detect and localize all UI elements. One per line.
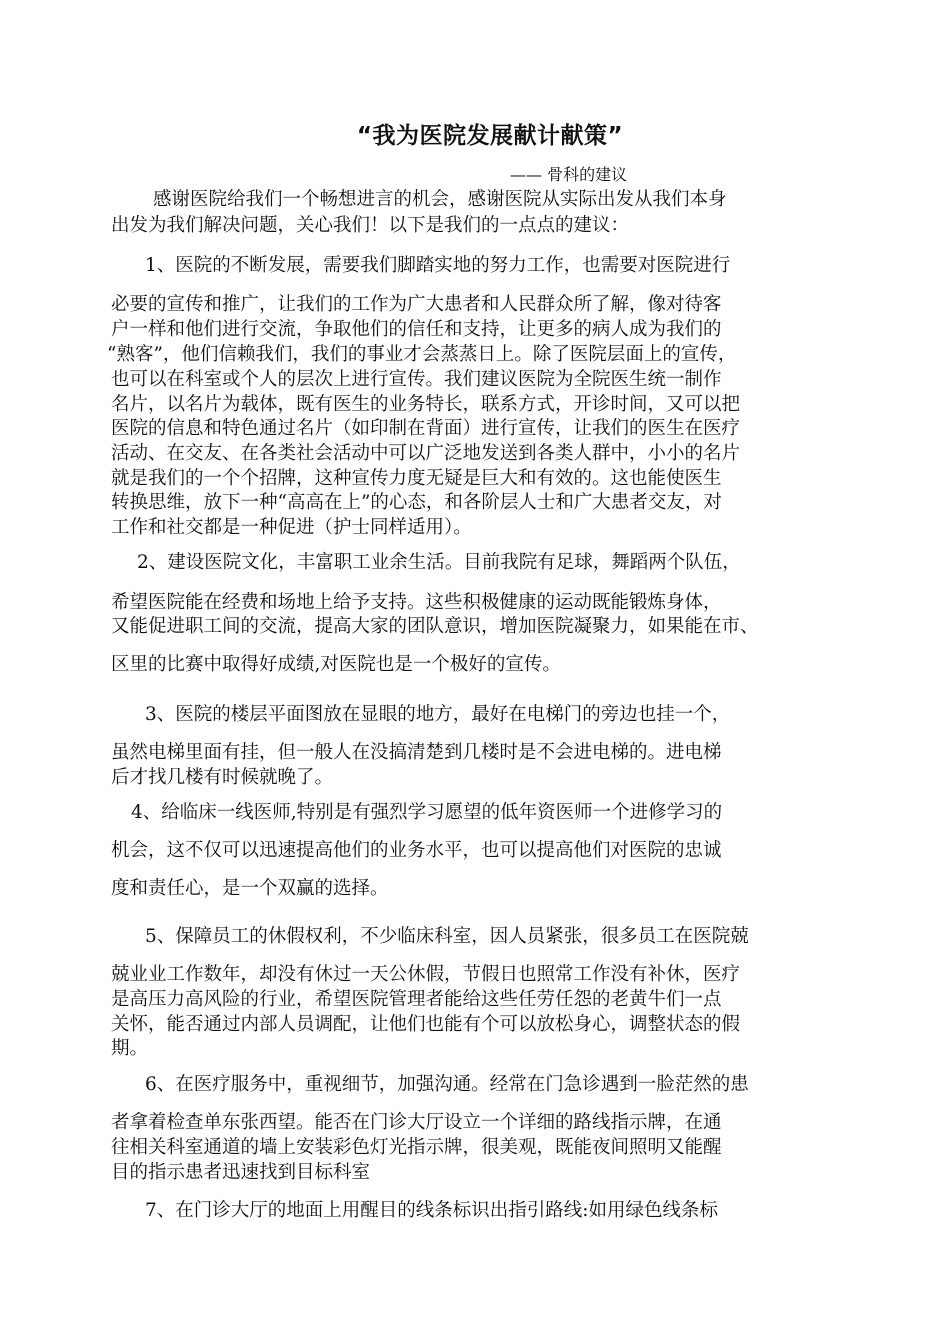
paragraph-line: 虽然电梯里面有挂，但一般人在没搞清楚到几楼时是不会进电梯的。进电梯 — [111, 742, 722, 763]
paragraph-line: 1、医院的不断发展，需要我们脚踏实地的努力工作，也需要对医院进行 — [145, 255, 731, 276]
paragraph-line: “熟客”，他们信赖我们，我们的事业才会蒸蒸日上。除了医院层面上的宣传， — [107, 344, 737, 365]
paragraph-line: 往相关科室通道的墙上安装彩色灯光指示牌，很美观，既能夜间照明又能醒 — [111, 1137, 722, 1158]
paragraph-line: 出发为我们解决问题，关心我们！以下是我们的一点点的建议： — [111, 215, 630, 236]
paragraph-line: 名片，以名片为载体，既有医生的业务特长，联系方式，开诊时间，又可以把 — [111, 394, 741, 415]
paragraph-line: 就是我们的一个个招牌，这种宣传力度无疑是巨大和有效的。这也能使医生 — [111, 468, 722, 489]
paragraph-line: 4、给临床一线医师,特别是有强烈学习愿望的低年资医师一个进修学习的 — [131, 802, 723, 823]
document-subtitle: —— 骨科的建议 — [510, 165, 628, 184]
document-title: “我为医院发展献计献策” — [356, 123, 624, 149]
paragraph-line: 是高压力高风险的行业，希望医院管理者能给这些任劳任怨的老黄牛们一点 — [111, 989, 722, 1010]
paragraph-line: 5、保障员工的休假权利，不少临床科室，因人员紧张，很多员工在医院兢 — [145, 926, 749, 947]
paragraph-line: 又能促进职工间的交流，提高大家的团队意识，增加医院凝聚力，如果能在市、 — [111, 616, 759, 637]
paragraph-line: 活动、在交友、在各类社会活动中可以广泛地发送到各类人群中，小小的名片 — [111, 443, 741, 464]
paragraph-line: 兢业业工作数年，却没有休过一天公休假，节假日也照常工作没有补休，医疗 — [111, 964, 741, 985]
paragraph-line: 医院的信息和特色通过名片（如印制在背面）进行宣传，让我们的医生在医疗 — [111, 418, 741, 439]
paragraph-line: 希望医院能在经费和场地上给予支持。这些积极健康的运动既能锻炼身体， — [111, 592, 722, 613]
paragraph-line: 转换思维，放下一种“高高在上”的心态，和各阶层人士和广大患者交友，对 — [111, 492, 722, 513]
paragraph-line: 度和责任心，是一个双赢的选择。 — [111, 878, 389, 899]
paragraph-line: 区里的比赛中取得好成绩,对医院也是一个极好的宣传。 — [111, 654, 561, 675]
paragraph-line: 2、建设医院文化，丰富职工业余生活。目前我院有足球，舞蹈两个队伍， — [137, 552, 741, 573]
paragraph-line: 机会，这不仅可以迅速提高他们的业务水平，也可以提高他们对医院的忠诚 — [111, 840, 722, 861]
paragraph-line: 3、医院的楼层平面图放在显眼的地方，最好在电梯门的旁边也挂一个， — [145, 704, 731, 725]
paragraph-line: 6、在医疗服务中，重视细节，加强沟通。经常在门急诊遇到一脸茫然的患 — [145, 1074, 749, 1095]
paragraph-line: 户一样和他们进行交流，争取他们的信任和支持，让更多的病人成为我们的 — [111, 319, 722, 340]
paragraph-line: 7、在门诊大厅的地面上用醒目的线条标识出指引路线:如用绿色线条标 — [145, 1200, 719, 1221]
paragraph-line: 感谢医院给我们一个畅想进言的机会，感谢医院从实际出发从我们本身 — [153, 189, 727, 210]
paragraph-line: 后才找几楼有时候就晚了。 — [111, 767, 334, 788]
paragraph-line: 必要的宣传和推广，让我们的工作为广大患者和人民群众所了解，像对待客 — [111, 294, 722, 315]
paragraph-line: 关怀，能否通过内部人员调配，让他们也能有个可以放松身心，调整状态的假 — [111, 1014, 741, 1035]
paragraph-line: 目的指示患者迅速找到目标科室 — [111, 1162, 371, 1183]
paragraph-line: 者拿着检查单东张西望。能否在门诊大厅设立一个详细的路线指示牌，在通 — [111, 1112, 722, 1133]
paragraph-line: 期。 — [111, 1038, 149, 1059]
paragraph-line: 工作和社交都是一种促进（护士同样适用）。 — [111, 517, 472, 538]
paragraph-line: 也可以在科室或个人的层次上进行宣传。我们建议医院为全院医生统一制作 — [111, 369, 722, 390]
